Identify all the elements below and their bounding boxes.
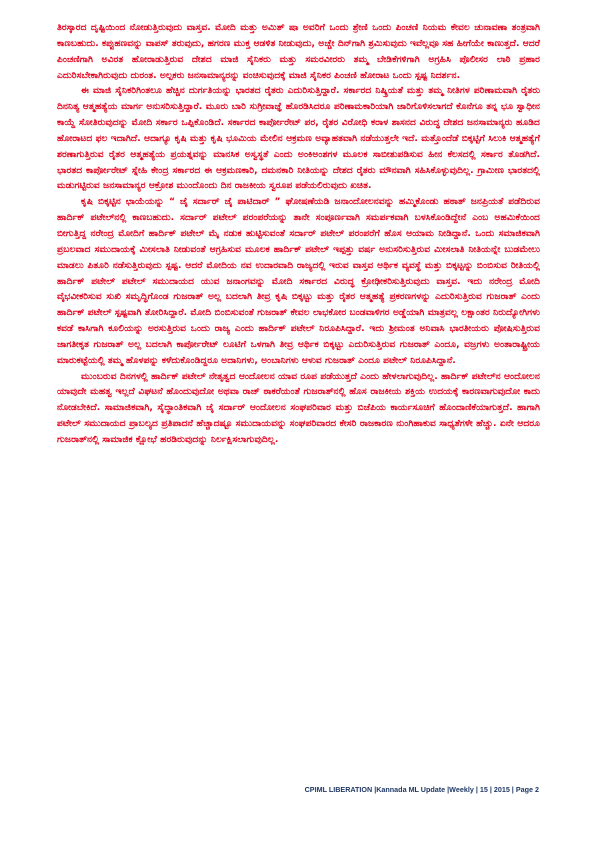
paragraph-1: ತಿರಸ್ಕಾರದ ದೃಷ್ಟಿಯಿಂದ ನೋಡುತ್ತಿರುವುದು ವಾಸ್ತವ. ಮೋದಿ ಮತ್ತು ಅಮಿತ್ ಷಾ ಅವರಿಗೆ ಒಂದು ಶ್ರೇಣಿ ಒಂದು ಪಿಂಚಣಿ ನಿಯಮ ಕೇವಲ ಚುನಾವಣಾ ತಂತ್ರವಾಗಿ ಕಾಣಬಹುದು. ಕಪ್ಪುಹಣವನ್ನು ವಾಪಸ್ ತರುವುದು, ಹಗರಣ ಮುಕ್ತ ಆಡಳಿತ ನೀಡುವುದು, ಅಚ್ಚೇ ದಿನ್‌ಗಾಗಿ ಶ್ರಮಿಸುವುದು ಇವೆಲ್ಲವೂ ಸಹ ಹೀಗೆಯೇ ಕಾಣುತ್ತದೆ. ಆದರೆ ಪಿಂಚಣಿಗಾಗಿ ಅವಿರತ ಹೋರಾಡುತ್ತಿರುವ ದೇಶದ ಮಾಜಿ ಸೈನಿಕರು ಮತ್ತು ಸಮರವೀರರು ತಮ್ಮ ಬೇಡಿಕೆಗಳಿಗಾಗಿ ಅಗ್ರಹಿಸಿ ಪೊಲೀಸರ ಲಾಠಿ ಪ್ರಹಾರ ಎದುರಿಸಬೇಕಾಗಿರುವುದು ದುರಂತ. ಅಲ್ಪಕರು ಜನಸಾಮಾನ್ಯರನ್ನು ವಂಚಿಸುವುದಕ್ಕೆ ಮಾಜಿ ಸೈನಿಕರ ಪಿಂಚಣಿ ಹೋರಾಟ ಒಂದು ಸ್ಪಷ್ಟ ನಿದರ್ಶನ. [57,22,540,81]
paragraph-2: ಈ ಮಾಜಿ ಸೈನಿಕರಿಗಿಂತಲೂ ಹೆಚ್ಚಿನ ದುರ್ಗತಿಯನ್ನು ಭಾರತದ ರೈತರು ಎದುರಿಸುತ್ತಿದ್ದಾರೆ. ಸರ್ಕಾರದ ನಿಷ್ಕ್ರಿಯತೆ ಮತ್ತು ತಮ್ಮ ನೀತಿಗಳ ಪರಿಣಾಮವಾಗಿ ರೈತರು ದಿನನಿತ್ಯ ಆತ್ಮಹತ್ಯೆಯ ಮಾರ್ಗ ಅನುಸರಿಸುತ್ತಿದ್ದಾರೆ. ಮೂರು ಬಾರಿ ಸುಗ್ರೀವಾಜ್ಞೆ ಹೊರಡಿಸಿದರೂ ಪರಿಣಾಮಕಾರಿಯಾಗಿ ಜಾರಿಗೊಳಿಸಲಾಗದೆ ಕೊನೆಗೂ ತನ್ನ ಭೂ ಸ್ವಾಧೀನ ಕಾಯ್ದೆ ಸೋತಿರುವುದನ್ನು ಮೋದಿ ಸರ್ಕಾರ ಒಪ್ಪಿಕೊಂಡಿದೆ. ಸರ್ಕಾರದ ಕಾರ್ಪೋರೇಟ್ ಪರ, ರೈತರ ವಿರೋಧಿ ಕರಾಳ ಶಾಸನದ ವಿರುದ್ಧ ದೇಶದ ಜನಸಾಮಾನ್ಯರು ಹೂಡಿದ ಹೋರಾಟದ ಫಲ ಇದಾಗಿದೆ. ಆದಾಗ್ಯೂ ಕೃಷಿ ಮತ್ತು ಕೃಷಿ ಭೂಮಿಯ ಮೇಲಿನ ಆಕ್ರಮಣ ಅವ್ಯಾಹತವಾಗಿ ನಡೆಯುತ್ತಲೇ ಇದೆ. ಮತ್ತೊಂದೆಡೆ ಬಿಕ್ಕಟ್ಟಿಗೆ ಸಿಲುಕಿ ಆತ್ಮಹತ್ಯೆಗೆ ಶರಣಾಗುತ್ತಿರುವ ರೈತರ ಆತ್ಮಹತ್ಯೆಯ ಪ್ರಯತ್ನವನ್ನು ಮಾನಸಿಕ ಅಸ್ವಸ್ಥತೆ ಎಂದು ಅಂಕಿಅಂಶಗಳ ಮೂಲಕ ಸಾಬೀತುಪಡಿಸುವ ಹೀನ ಕೆಲಸದಲ್ಲಿ ಸರ್ಕಾರ ತೊಡಗಿದೆ. ಭಾರತದ ಕಾರ್ಪೋರೇಟ್ ಸ್ನೇಹಿ ಕೇಂದ್ರ ಸರ್ಕಾರದ ಈ ಆಕ್ರಮಣಕಾರಿ, ದಮನಕಾರಿ ನೀತಿಯನ್ನು ದೇಶದ ರೈತರು ಮೌನವಾಗಿ ಸಹಿಸಿಕೊಳ್ಳುವುದಿಲ್ಲ. ಗ್ರಾಮೀಣ ಭಾರತದಲ್ಲಿ ಮಡುಗಟ್ಟಿರುವ ಜನಸಾಮಾನ್ಯರ ಆಕ್ರೋಶ ಮುಂದೊಂದು ದಿನ ರಾಜಕೀಯ ಸ್ವರೂಪ ಪಡೆಯಲಿರುವುದು ಖಚಿತ. [57,85,540,192]
paragraph-3: ಕೃಷಿ ಬಿಕ್ಕಟ್ಟಿನ ಛಾಯೆಯನ್ನು “ ಜೈ ಸರ್ದಾರ್ ಜೈ ಪಾಟಿದಾರ್ ” ಘೋಷಣೆಯಡಿ ಜನಾಂದೋಲನವನ್ನು ಹಮ್ಮಿಕೊಂಡು ಹಠಾತ್ ಜನಪ್ರಿಯತೆ ಪಡೆದಿರುವ ಹಾರ್ದಿಕ್ ಪಟೇಲ್‌ನಲ್ಲಿ ಕಾಣಬಹುದು. ಸರ್ದಾರ್ ಪಟೇಲ್ ಪರಂಪರೆಯನ್ನು ತಾನೇ ಸಂಪೂರ್ಣವಾಗಿ ಸಮರ್ಪಕವಾಗಿ ಬಳಸಿಕೊಂಡಿದ್ದೇನೆ ಎಂಬ ಅಹಮಿಕೆಯಿಂದ ಬೀಗುತ್ತಿದ್ದ ನರೇಂದ್ರ ಮೋದಿಗೆ ಹಾರ್ದಿಕ್ ಪಟೇಲ್ ಮೈ ನಡುಕ ಹುಟ್ಟಿಸುವಂತೆ ಸರ್ದಾರ್ ಪಟೇಲ್ ಪರಂಪರೆಗೆ ಹೊಸ ಆಯಾಮ ನೀಡಿದ್ದಾನೆ. ಒಂದು ಸಮಾಜಿಕವಾಗಿ ಪ್ರಬಲವಾದ ಸಮುದಾಯಕ್ಕೆ ಮೀಸಲಾತಿ ನೀಡುವಂತೆ ಆಗ್ರಹಿಸುವ ಮೂಲಕ ಹಾರ್ದಿಕ್ ಪಟೇಲ್ ಇಪ್ಪತ್ತು ವರ್ಷ ಅನುಸರಿಸುತ್ತಿರುವ ಮೀಸಲಾತಿ ನೀತಿಯನ್ನೇ ಬುಡಮೇಲು ಮಾಡಲು ಪಿತೂರಿ ನಡೆಸುತ್ತಿರುವುದು ಸ್ಪಷ್ಟ. ಆದರೆ ಮೋದಿಯ ನವ ಉದಾರವಾದಿ ರಾಜ್ಯದಲ್ಲಿ ಇರುವ ವಾಸ್ತವ ಆರ್ಥಿಕ ವ್ಯವಸ್ಥೆ ಮತ್ತು ಬಿಕ್ಕಟ್ಟನ್ನು ಬಿಂಬಿಸುವ ರೀತಿಯಲ್ಲಿ ಹಾರ್ದಿಕ್ ಪಟೇಲ್ ಪಟೇಲ್ ಸಮುದಾಯದ ಯುವ ಜನಾಂಗವನ್ನು ಮೋದಿ ಸರ್ಕಾರದ ವಿರುದ್ಧ ಕ್ರೋಢೀಕರಿಸುತ್ತಿರುವುದು ವಾಸ್ತವ. ಇದು ನರೇಂದ್ರ ಮೋದಿ ವೈಭವೀಕರಿಸುವ ಸುಖಿ ಸಮೃದ್ಧಿಗೊಂಡ ಗುಜರಾತ್ ಅಲ್ಲ ಬದಲಾಗಿ ತೀವ್ರ ಕೃಷಿ ಬಿಕ್ಕಟ್ಟು ಮತ್ತು ರೈತರ ಆತ್ಮಹತ್ಯೆ ಪ್ರಕರಣಗಳನ್ನು ಎದುರಿಸುತ್ತಿರುವ ಗುಜರಾತ್ ಎಂದು ಹಾರ್ದಿಕ್ ಪಟೇಲ್ ಸ್ಪಷ್ಟವಾಗಿ ತೋರಿಸಿದ್ದಾರೆ. ಮೋದಿ ಬಿಂಬಿಸುವಂತೆ ಗುಜರಾತ್ ಕೇವಲ ಲಾಭಕೋರ ಬಂಡವಾಳಿಗರ ಅಡ್ಡೆಯಾಗಿ ಮಾತ್ರವಲ್ಲ ಲಕ್ಷಾಂತರ ನಿರುದ್ಯೋಗಿಗಳು ಕವಡೆ ಕಾಸಿಗಾಗಿ ಕೂಲಿಯನ್ನು ಅರಸುತ್ತಿರುವ ಒಂದು ರಾಜ್ಯ ಎಂದು ಹಾರ್ದಿಕ್ ಪಟೇಲ್ ನಿರೂಪಿಸಿದ್ದಾರೆ. ಇದು ಶ್ರೀಮಂತ ಅನಿವಾಸಿ ಭಾರತೀಯರು ಪೋಷಿಸುತ್ತಿರುವ ಜಾಗತೀಕೃತ ಗುಜರಾತ್ ಅಲ್ಲ ಬದಲಾಗಿ ಕಾರ್ಪೋರೇಟ್ ಲೂಟಿಗೆ ಒಳಗಾಗಿ ತೀವ್ರ ಆರ್ಥಿಕ ಬಿಕ್ಕಟ್ಟು ಎದುರಿಸುತ್ತಿರುವ ಗುಜರಾತ್ ಎಂದೂ, ವಜ್ರಗಳು ಅಂತಾರಾಷ್ಟ್ರೀಯ ಮಾರುಕಟ್ಟೆಯಲ್ಲಿ ತಮ್ಮ ಹೊಳಪನ್ನು ಕಳೆದುಕೊಂಡಿದ್ದರೂ ಅದಾನಿಗಳು, ಅಂಬಾನಿಗಳು ಆಳುವ ಗುಜರಾತ್ ಎಂದೂ ಪಟೇಲ್ ನಿರೂಪಿಸಿದ್ದಾನೆ. [57,196,540,366]
article-body [57,20,540,448]
page-footer: CPIML LIBERATION |Kannada ML Update |Weekly | 15 | 2015 | Page 2 [304,785,539,794]
paragraph-4: ಮುಂಬರುವ ದಿನಗಳಲ್ಲಿ ಹಾರ್ದಿಕ್ ಪಟೇಲ್ ನೇತೃತ್ವದ ಆಂದೋಲನ ಯಾವ ರೂಪ ಪಡೆಯುತ್ತದೆ ಎಂದು ಹೇಳಲಾಗುವುದಿಲ್ಲ. ಹಾರ್ದಿಕ್ ಪಟೇಲ್‌ನ ಆಂದೋಲನ ಯಾವುದೇ ಮಹತ್ವ ಇಲ್ಲದೆ ವಿಘಟನೆ ಹೊಂದುವುದೋ ಅಥವಾ ರಾಜ್ ಠಾಕರೆಯಂತೆ ಗುಜರಾತ್‌ನಲ್ಲಿ ಹೊಸ ರಾಜಕೀಯ ಶಕ್ತಿಯ ಉದಯಕ್ಕೆ ಕಾರಣವಾಗುವುದೋ ಕಾದು ನೋಡಬೇಕಿದೆ. ಸಾಮಾಜಿಕವಾಗಿ, ಸೈದ್ಧಾಂತಿಕವಾಗಿ ಜೈ ಸರ್ದಾರ್ ಆಂದೋಲನ ಸಂಘಪರಿವಾರ ಮತ್ತು ಬಿಜೆಪಿಯ ಕಾರ್ಯಸೂಚಿಗೆ ಹೊಂದಾಣಿಕೆಯಾಗುತ್ತದೆ. ಹಾಗಾಗಿ ಪಟೇಲ್ ಸಮುದಾಯದ ಪ್ರಾಬಲ್ಯದ ಪ್ರತಿಪಾದನೆ ಹೆಚ್ಚಾದಷ್ಟೂ ಸಮುದಾಯವನ್ನು ಸಂಘಪರಿವಾರದ ಕೇಸರಿ ರಾಜಕಾರಣ ನುಂಗಿಹಾಕುವ ಸಾಧ್ಯತೆಗಳೇ ಹೆಚ್ಚು. ಏನೇ ಆದರೂ ಗುಜರಾತ್‌ನಲ್ಲಿ ಸಾಮಾಜಿಕ ಕ್ಷೋಭೆ ಹರಡಿರುವುದನ್ನು ನಿರ್ಲಕ್ಷಿಸಲಾಗುವುದಿಲ್ಲ. [57,370,540,445]
